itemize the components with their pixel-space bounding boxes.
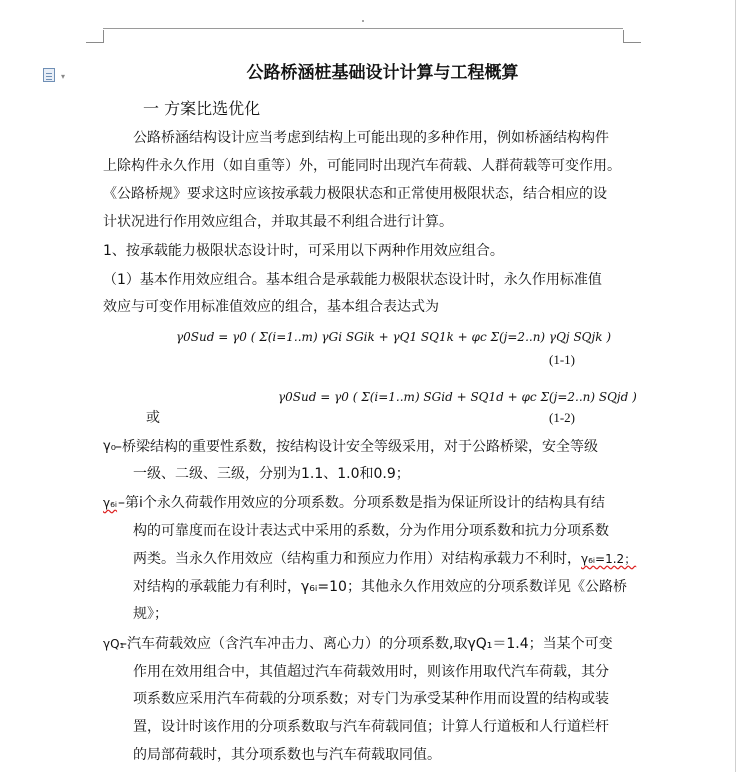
gamma-q1-value: γQ₁＝1.4；当某个可变 bbox=[467, 636, 613, 652]
definition-line: 项系数应采用汽车荷载的分项系数；对专门为承受某种作用而设置的结构或装 bbox=[133, 691, 609, 707]
definition-line bbox=[133, 577, 627, 597]
gamma-g-value: γ₆ᵢ=1.2； bbox=[581, 552, 637, 566]
equation-number: (1-1) bbox=[549, 352, 575, 367]
definition-line: 规》； bbox=[133, 606, 168, 622]
gamma-g-value: γ₆ᵢ=10；其他永久作用效应的分项系数详见《公路桥 bbox=[301, 579, 627, 595]
page-edge bbox=[735, 0, 736, 772]
definition-text: –汽车荷载效应（含汽车冲击力、离心力）的分项系数,取 bbox=[120, 636, 468, 652]
document-icon[interactable] bbox=[43, 68, 55, 82]
formula-1-text: γ0Sud = γ0 ( Σ(i=1..m) γGi SGik + γQ1 SQ1k + φc Σ(j=2..n) γQj SQjk ) bbox=[176, 330, 612, 344]
section-heading: 一 方案比选优化 bbox=[143, 99, 261, 118]
definition-line: –第i个永久荷载作用效应的分项系数。分项系数是指为保证所设计的结构具有结 bbox=[118, 495, 605, 511]
paragraph-line: 上除构件永久作用（如自重等）外，可能同时出现汽车荷载、人群荷载等可变作用。 bbox=[103, 158, 621, 174]
chevron-down-icon[interactable]: ▾ bbox=[61, 72, 66, 81]
formula-1 bbox=[176, 330, 611, 345]
symbol-gamma0: γ₀ bbox=[103, 439, 116, 454]
margin-corner-left bbox=[86, 42, 104, 43]
symbol-gamma-q1: γQ₁ bbox=[103, 637, 125, 651]
list-item: （1）基本作用效应组合。基本组合是承载能力极限状态设计时，永久作用标准值 bbox=[103, 272, 602, 288]
definition-line bbox=[133, 549, 636, 569]
margin-corner-right bbox=[623, 42, 641, 43]
definition-line: 置，设计时该作用的分项系数取与汽车荷载同值；计算人行道板和人行道栏杆 bbox=[133, 719, 609, 735]
margin-corner-left-v bbox=[103, 30, 104, 43]
header-rule bbox=[103, 28, 623, 29]
formula-2-text: γ0Sud = γ0 ( Σ(i=1..m) SGid + SQ1d + φc Σ(j=2..n) SQjd ) bbox=[278, 390, 637, 404]
definition-text: 对结构的承载能力有利时， bbox=[133, 579, 301, 595]
or-label: 或 bbox=[146, 410, 160, 426]
page-marker bbox=[362, 20, 364, 22]
definition-text: 两类。当永久作用效应（结构重力和预应力作用）对结构承载力不利时， bbox=[133, 551, 581, 567]
paragraph-line: 计状况进行作用效应组合，并取其最不利组合进行计算。 bbox=[103, 214, 453, 230]
definition-line: 一级、二级、三级，分别为1.1、1.0和0.9； bbox=[133, 466, 410, 482]
definition-line: –桥梁结构的重要性系数，按结构设计安全等级采用，对于公路桥梁，安全等级 bbox=[115, 439, 598, 455]
list-item: 效应与可变作用标准值效应的组合，基本组合表达式为 bbox=[103, 299, 439, 315]
formula-2 bbox=[278, 390, 637, 405]
definition-line bbox=[120, 634, 613, 654]
definition-line: 作用在效用组合中，其值超过汽车荷载效用时，则该作用取代汽车荷载，其分 bbox=[133, 664, 609, 680]
equation-number: (1-2) bbox=[549, 410, 575, 425]
paragraph-line: 公路桥涵结构设计应当考虑到结构上可能出现的多种作用，例如桥涵结构构件 bbox=[133, 130, 609, 146]
margin-corner-right-v bbox=[623, 30, 624, 43]
definition-line: 的局部荷载时，其分项系数也与汽车荷载取同值。 bbox=[133, 747, 441, 763]
symbol-gamma-g: γ₆ᵢ bbox=[103, 496, 118, 510]
document-title: 公路桥涵桩基础设计计算与工程概算 bbox=[246, 63, 519, 83]
definition-line: 构的可靠度而在设计表达式中采用的系数，分为作用分项系数和抗力分项系数 bbox=[133, 523, 609, 539]
list-item: 1、按承载能力极限状态设计时，可采用以下两种作用效应组合。 bbox=[103, 243, 504, 259]
paragraph-line: 《公路桥规》要求这时应该按承载力极限状态和正常使用极限状态，结合相应的设 bbox=[103, 186, 607, 202]
